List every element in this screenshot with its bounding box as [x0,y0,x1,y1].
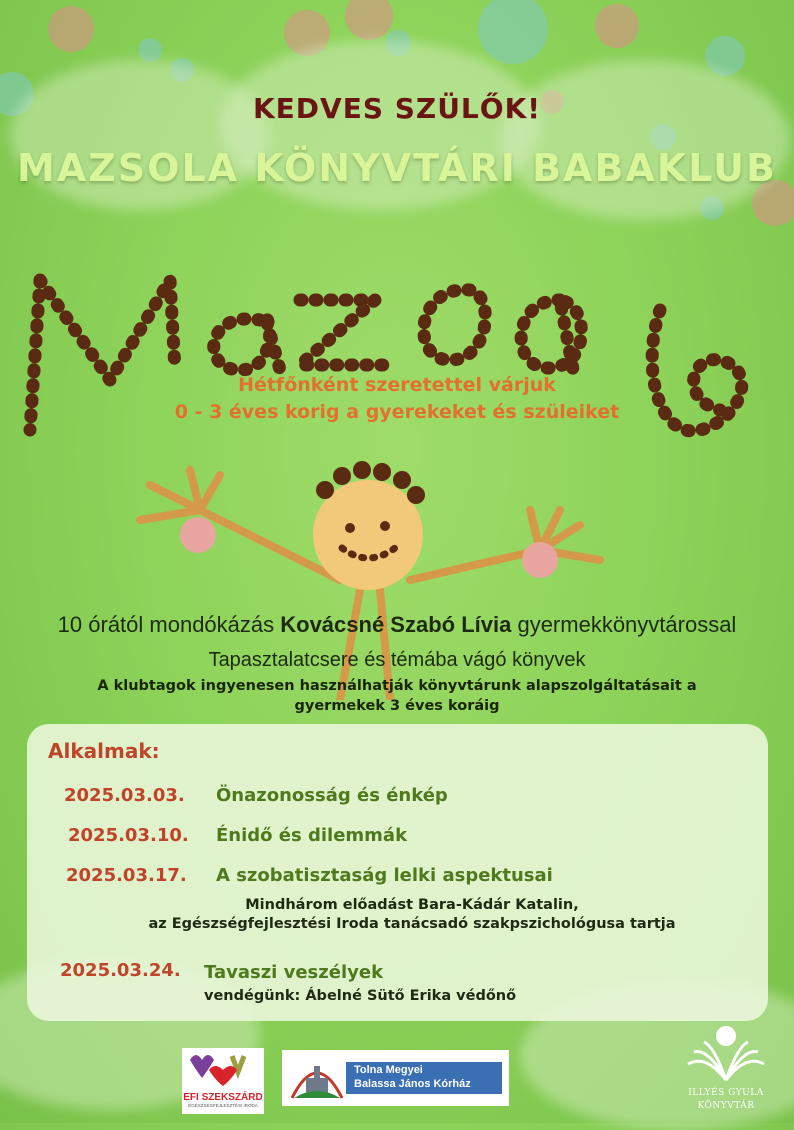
session-topic: Énidő és dilemmák [216,825,408,846]
presenter-line-1: Mindhárom előadást Bara-Kádár Katalin, [245,897,579,913]
efi-name: EFI SZEKSZÁRD [183,1092,263,1103]
intro-line-1: Hétfőnként szeretettel várjuk [238,374,556,396]
session-topic: A szobatisztaság lelki aspektusai [216,865,553,886]
page-title: MAZSOLA KÖNYVTÁRI BABAKLUB [17,146,777,190]
hospital-building-icon [288,1054,346,1102]
schedule-title: Alkalmak: [48,739,160,763]
session-date: 2025.03.17. [66,865,187,886]
efi-subtitle: EGÉSZSÉGFEJLESZTÉSI IRODA [188,1103,258,1108]
efi-logo [182,1048,264,1114]
librarian-name: Kovácsné Szabó Lívia [280,612,512,637]
guest-line: vendégünk: Ábelné Sütő Erika védőnő [204,988,517,1004]
session-date: 2025.03.10. [68,825,189,846]
presenter-line-2: az Egészségfejlesztési Iroda tanácsadó szakpszichológusa tartja [148,916,676,932]
session-date: 2025.03.03. [64,785,185,806]
info-line-1: 10 órától mondókázás Kovácsné Szabó Lívia gyermekkönyvtárossal [57,612,737,637]
session-topic: Önazonosság és énkép [216,785,448,806]
greeting-heading: KEDVES SZÜLŐK! [252,92,542,125]
library-name-line-2: KÖNYVTÁR [697,1101,755,1111]
hospital-name-line-2: Balassa János Kórház [354,1078,471,1090]
intro-line-2: 0 - 3 éves korig a gyerekeket és szüleiket [174,401,620,423]
session-date: 2025.03.24. [60,960,181,981]
info-line-2: Tapasztalatcsere és témába vágó könyvek [208,649,586,671]
session-topic: Tavaszi veszélyek [204,962,384,983]
hospital-name-line-1: Tolna Megyei [354,1064,423,1076]
library-name-line-1: ILLYÉS GYULA [688,1088,764,1098]
info-line-3: A klubtagok ingyenesen használhatják könyvtárunk alapszolgáltatásait a gyermekek 3 éves koráig [97,678,697,714]
hospital-logo [282,1050,509,1106]
book-sun-icon [686,1024,766,1086]
efi-heart-icon [182,1048,264,1088]
library-logo [666,1024,786,1120]
